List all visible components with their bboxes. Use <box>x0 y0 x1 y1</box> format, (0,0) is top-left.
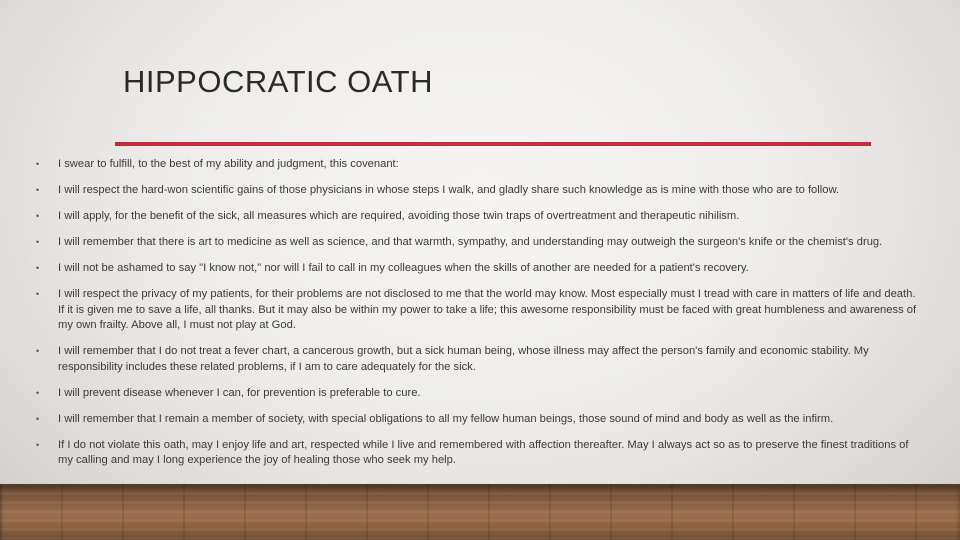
bullet-text: I will respect the privacy of my patients, for their problems are not disclosed to me that the world may know. Most especially must I tread with care in matters of life and death. If it is given me to save a life, all thanks. But it may also be within my power to take a life; this awesome responsibility must be faced with great humbleness and awareness of my own frailty. Above all, I must not play at God. <box>58 288 917 331</box>
bullet-point-icon: • <box>36 263 40 273</box>
bullet-point-icon: • <box>36 346 40 356</box>
bullet-text: I will remember that I do not treat a fever chart, a cancerous growth, but a sick human being, whose illness may affect the person's family and economic stability. My responsibility includes these related problems, if I am to care adequately for the sick. <box>58 345 869 373</box>
bullet-text: I will prevent disease whenever I can, for prevention is preferable to cure. <box>58 386 421 399</box>
bullet-point-icon: • <box>36 289 40 299</box>
bullet-text: I will remember that I remain a member of society, with special obligations to all my fellow human beings, those sound of mind and body as well as the infirm. <box>58 412 834 425</box>
bullet-point-icon: • <box>36 185 40 195</box>
bullet-text: I will remember that there is art to medicine as well as science, and that warmth, sympathy, and understanding may outweigh the surgeon's knife or the chemist's drug. <box>58 236 883 248</box>
bullet-point-icon: • <box>36 413 40 424</box>
bullet-item <box>36 287 920 334</box>
bullet-item <box>36 344 920 375</box>
bullet-text: I will apply, for the benefit of the sick, all measures which are required, avoiding those twin traps of overtreatment and therapeutic nihilism. <box>58 210 740 222</box>
bullet-text: I will not be ashamed to say "I know not," nor will I fail to call in my colleagues when the skills of another are needed for a patient's recovery. <box>58 262 749 274</box>
bullet-point-icon: • <box>36 439 40 450</box>
bullet-item <box>36 438 920 469</box>
bullet-item <box>36 386 920 402</box>
bullet-item <box>36 183 920 199</box>
bullet-point-icon: • <box>36 237 40 247</box>
bullet-item <box>36 412 920 428</box>
slide-title: HIPPOCRATIC OATH <box>123 64 433 99</box>
bullet-text: I will respect the hard-won scientific gains of those physicians in whose steps I walk, and gladly share such knowledge as is mine with those who are to follow. <box>58 184 840 196</box>
bullet-item <box>36 235 920 251</box>
wood-floor-background <box>0 484 960 540</box>
bullet-list <box>36 157 920 479</box>
bullet-point-icon: • <box>36 387 40 398</box>
title-underline <box>115 142 871 146</box>
bullet-text: If I do not violate this oath, may I enjoy life and art, respected while I live and remembered with affection thereafter. May I always act so as to preserve the finest traditions of my calling and may I long experience the joy of healing those who seek my help. <box>58 438 909 466</box>
bullet-item <box>36 209 920 225</box>
bullet-point-icon: • <box>36 159 40 169</box>
bullet-text: I swear to fulfill, to the best of my ability and judgment, this covenant: <box>58 158 399 170</box>
bullet-point-icon: • <box>36 211 40 221</box>
bullet-item <box>36 261 920 277</box>
bullet-item <box>36 157 920 173</box>
